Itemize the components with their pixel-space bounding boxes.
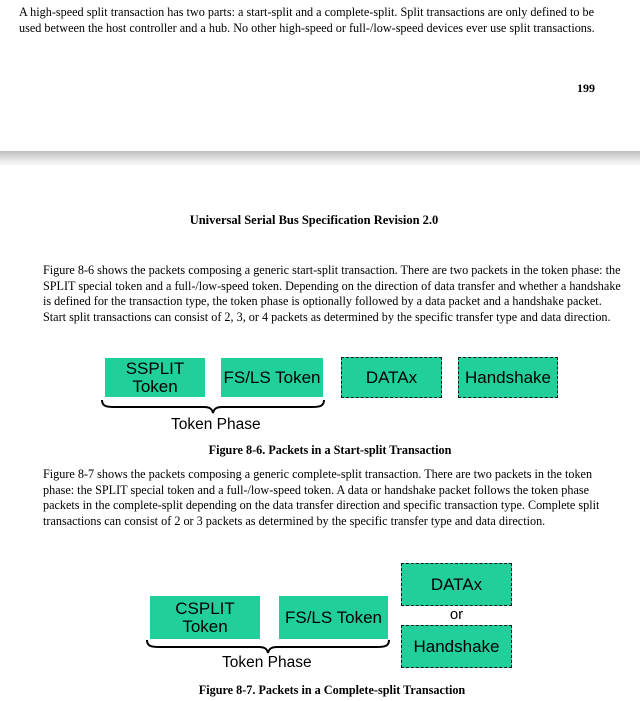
running-header: Universal Serial Bus Specification Revision 2.0: [189, 213, 439, 227]
or-label: or: [449, 606, 464, 623]
handshake-packet-cs: [401, 625, 512, 668]
ssplit-token-label: Token: [132, 376, 178, 396]
ssplit-label: SSPLIT: [125, 358, 185, 378]
datax-packet-cs: [401, 563, 512, 606]
ssplit-token-packet: [105, 358, 205, 397]
csplit-token-packet: [150, 596, 260, 639]
paragraph-complete-split: Figure 8-7 shows the packets composing a generic complete-split transaction. There are two packets in the token phase: the SPLIT special token and a full-/low-speed token. A data or handshake packet follows the token phase packets in the complete-split depending on the data transfer direction and specific transaction type. Complete split transactions can consist of 2 or 3 packets as determined by the specific transfer type and data direction.: [43, 467, 600, 529]
datax-label: DATAx: [365, 367, 418, 387]
figure-8-7-caption: Figure 8-7. Packets in a Complete-split Transaction: [198, 683, 466, 697]
fsls-token-packet: [221, 358, 323, 397]
token-phase-brace-cs: [145, 638, 395, 654]
handshake-packet: [458, 357, 558, 398]
figure-8-6-caption: Figure 8-6. Packets in a Start-split Transaction: [208, 443, 452, 457]
fsls-token-packet-cs: [279, 596, 388, 639]
token-phase-label: Token Phase: [171, 416, 261, 433]
csplit-token-label: Token: [182, 616, 228, 636]
datax-packet: [341, 357, 442, 398]
fsls-token-label-cs: FS/LS Token: [284, 607, 383, 627]
datax-label-cs: DATAx: [430, 574, 483, 594]
handshake-label: Handshake: [464, 367, 551, 387]
handshake-label-cs: Handshake: [413, 636, 500, 656]
csplit-label: CSPLIT: [175, 598, 235, 618]
fsls-token-label: FS/LS Token: [223, 367, 321, 387]
token-phase-brace: [100, 398, 330, 414]
paragraph-start-split: Figure 8-6 shows the packets composing a generic start-split transaction. There are two packets in the token phase: the SPLIT special token and a full-/low-speed token. Depending on the direction of data transfer and whether a handshake is defined for the transaction type, the token phase is optionally followed by a data packet and a handshake packet. Start split transactions can consist of 2, 3, or 4 packets as determined by the specific transfer type and data direction.: [43, 263, 621, 325]
page-number: 199: [577, 81, 595, 95]
top-paragraph: A high-speed split transaction has two parts: a start-split and a complete-split. Split transactions are only defined to be used between the host controller and a hub. No other high-speed or full-/low-speed devices ever use split transactions.: [19, 5, 595, 35]
page-separator: [0, 151, 640, 165]
token-phase-label-cs: Token Phase: [222, 654, 312, 671]
